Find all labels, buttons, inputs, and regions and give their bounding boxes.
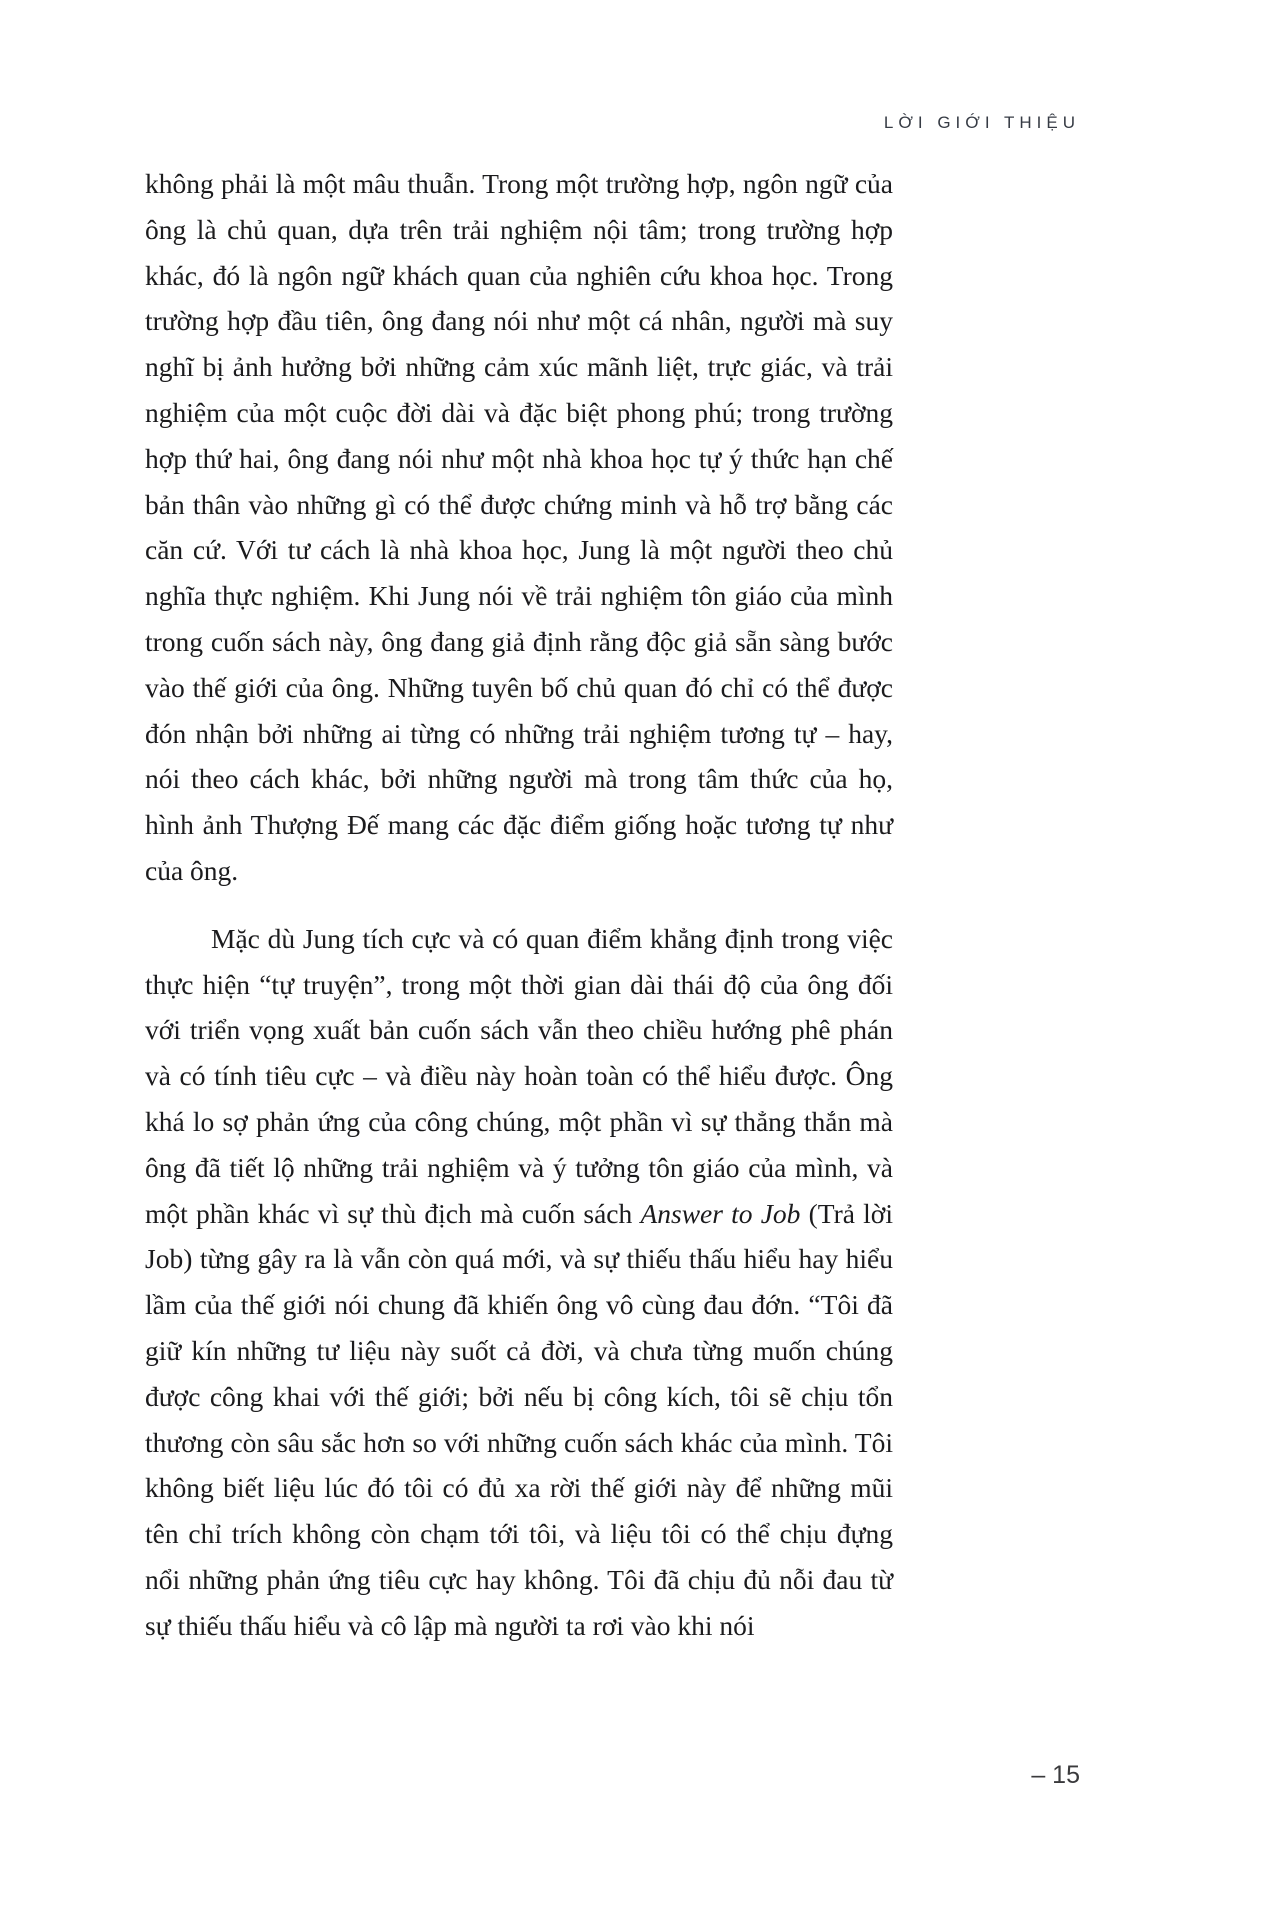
page-number: – 15 xyxy=(1031,1761,1080,1789)
body-text-block xyxy=(145,161,893,1649)
paragraph-2-text-before-title: Mặc dù Jung tích cực và có quan điểm khẳng định trong việc thực hiện “tự truyện”, trong một thời gian dài thái độ của ông đối với triển vọng xuất bản cuốn sách vẫn theo chiều hướng phê phán và có tính tiêu cực – và điều này hoàn toàn có thể hiểu được. Ông khá lo sợ phản ứng của công chúng, một phần vì sự thẳng thắn mà ông đã tiết lộ những trải nghiệm và ý tưởng tôn giáo của mình, và một phần khác vì sự thù địch mà cuốn sách xyxy=(145,922,893,1229)
paragraph-1: không phải là một mâu thuẫn. Trong một trường hợp, ngôn ngữ của ông là chủ quan, dựa trên trải nghiệm nội tâm; trong trường hợp khác, đó là ngôn ngữ khách quan của nghiên cứu khoa học. Trong trường hợp đầu tiên, ông đang nói như một cá nhân, người mà suy nghĩ bị ảnh hưởng bởi những cảm xúc mãnh liệt, trực giác, và trải nghiệm của một cuộc đời dài và đặc biệt phong phú; trong trường hợp thứ hai, ông đang nói như một nhà khoa học tự ý thức hạn chế bản thân vào những gì có thể được chứng minh và hỗ trợ bằng các căn cứ. Với tư cách là nhà khoa học, Jung là một người theo chủ nghĩa thực nghiệm. Khi Jung nói về trải nghiệm tôn giáo của mình trong cuốn sách này, ông đang giả định rằng độc giả sẵn sàng bước vào thế giới của ông. Những tuyên bố chủ quan đó chỉ có thể được đón nhận bởi những ai từng có những trải nghiệm tương tự – hay, nói theo cách khác, bởi những người mà trong tâm thức của họ, hình ảnh Thượng Đế mang các đặc điểm giống hoặc tương tự như của ông. xyxy=(145,168,893,886)
paragraph-2-text-after-title: (Trả lời Job) từng gây ra là vẫn còn quá mới, và sự thiếu thấu hiểu hay hiểu lầm của thế giới nói chung đã khiến ông vô cùng đau đớn. “Tôi đã giữ kín những tư liệu này suốt cả đời, và chưa từng muốn chúng được công khai với thế giới; bởi nếu bị công kích, tôi sẽ chịu tổn thương còn sâu sắc hơn so với những cuốn sách khác của mình. Tôi không biết liệu lúc đó tôi có đủ xa rời thế giới này để những mũi tên chỉ trích không còn chạm tới tôi, và liệu tôi có thể chịu đựng nổi những phản ứng tiêu cực hay không. Tôi đã chịu đủ nỗi đau từ sự thiếu thấu hiểu và cô lập mà người ta rơi vào khi nói xyxy=(145,1197,893,1641)
paragraph-2 xyxy=(145,916,893,1649)
book-title-italic: Answer to Job xyxy=(640,1197,801,1229)
running-head: LỜI GIỚI THIỆU xyxy=(883,113,1080,132)
